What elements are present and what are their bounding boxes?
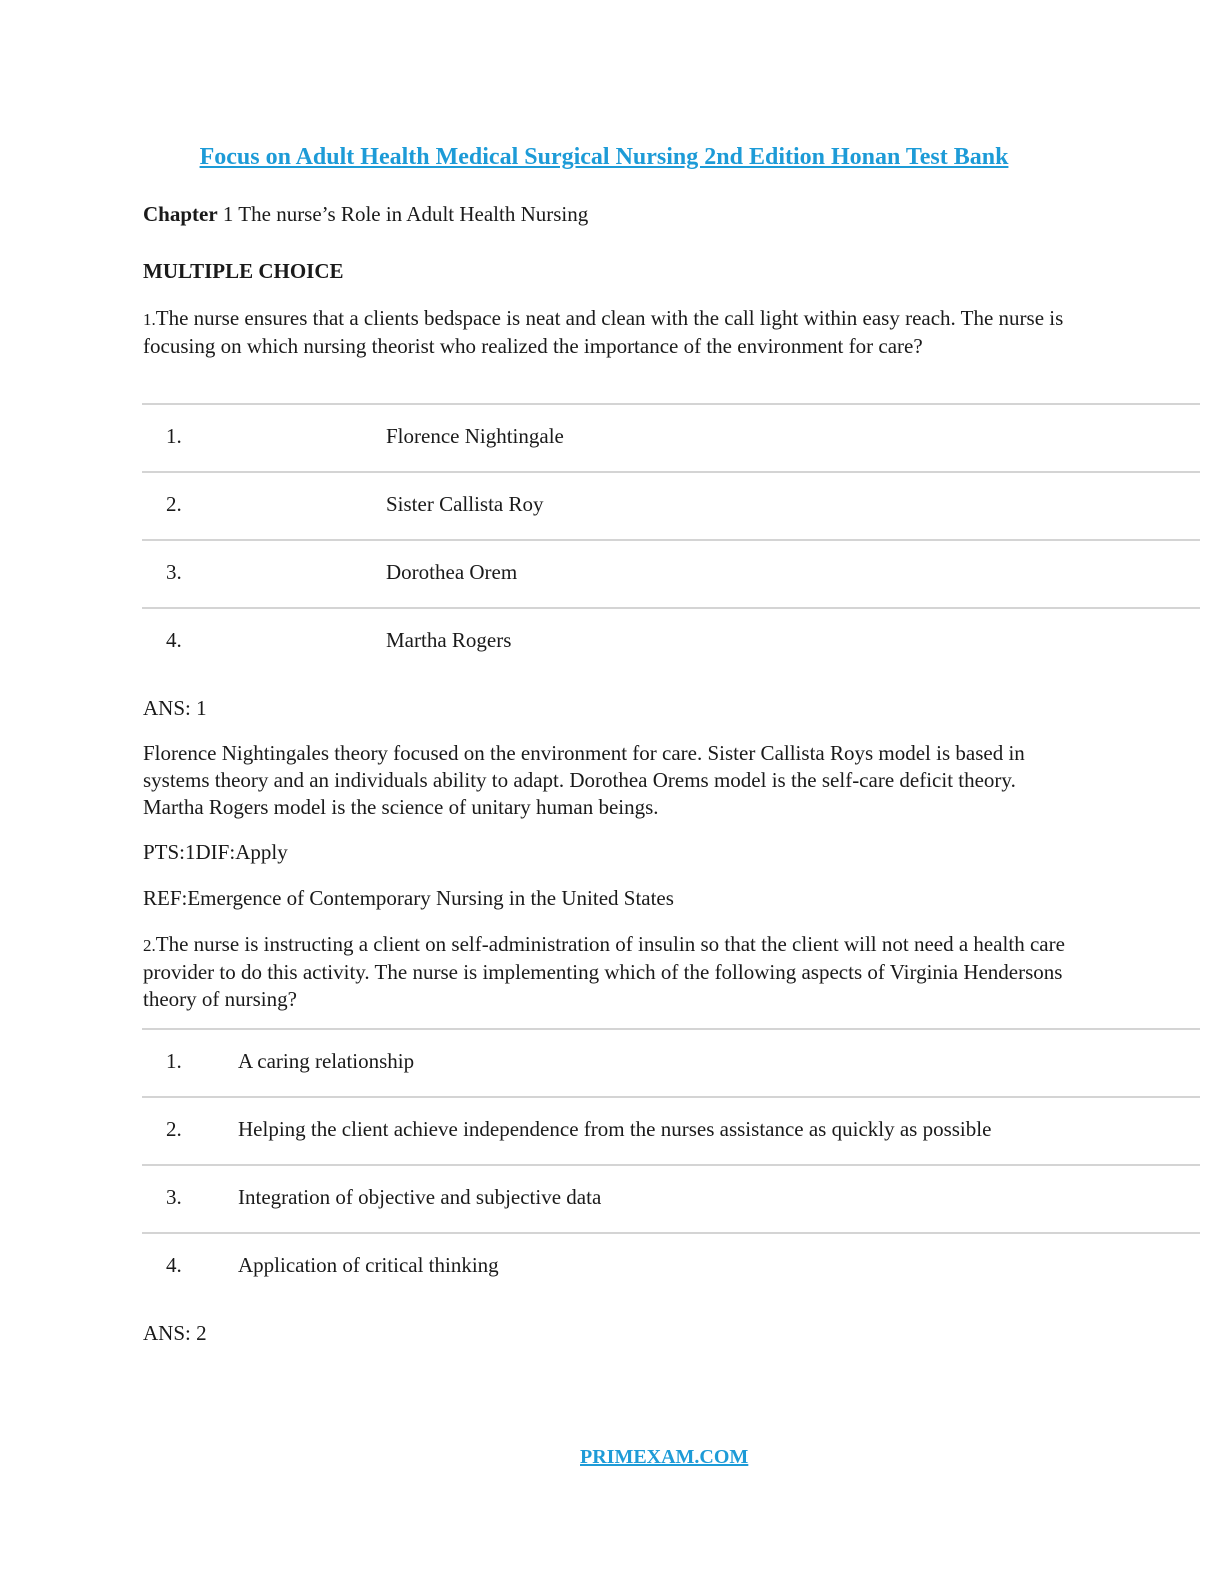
option-number: 3. bbox=[166, 1185, 182, 1209]
footer-link[interactable]: PRIMEXAM.COM bbox=[580, 1446, 749, 1468]
option-text: Application of critical thinking bbox=[238, 1253, 499, 1277]
option-row[interactable] bbox=[142, 1096, 1200, 1164]
question-1-rationale: Florence Nightingales theory focused on the environment for care. Sister Callista Roys model is based in systems theory and an individuals ability to adapt. Dorothea Orems model is the self-care deficit theory. Martha Rogers model is the science of unitary human beings. bbox=[143, 741, 1025, 819]
option-number: 2. bbox=[166, 1117, 182, 1141]
question-1-stem: The nurse ensures that a clients bedspace is neat and clean with the call light within easy reach. The nurse is focusing on which nursing theorist who realized the importance of the environment for care? bbox=[143, 306, 1064, 358]
option-row[interactable] bbox=[142, 1232, 1200, 1300]
option-number: 1. bbox=[166, 424, 182, 448]
question-2-stem: The nurse is instructing a client on self-administration of insulin so that the client will not need a health care provider to do this activity. The nurse is implementing which of the following aspects of Virginia Hendersons theory of nursing? bbox=[143, 932, 1065, 1011]
option-text: Martha Rogers bbox=[386, 628, 512, 652]
question-1-text bbox=[143, 305, 1073, 360]
question-2-options bbox=[142, 1028, 1200, 1300]
option-text: Integration of objective and subjective data bbox=[238, 1185, 602, 1209]
option-row[interactable] bbox=[142, 1164, 1200, 1232]
option-text: Helping the client achieve independence from the nurses assistance as quickly as possible bbox=[238, 1117, 992, 1141]
document-title[interactable]: Focus on Adult Health Medical Surgical Nursing 2nd Edition Honan Test Bank bbox=[199, 144, 1009, 170]
option-number: 2. bbox=[166, 492, 182, 516]
option-number: 3. bbox=[166, 560, 182, 584]
question-2-text bbox=[143, 931, 1073, 1013]
option-text: Florence Nightingale bbox=[386, 424, 564, 448]
option-row[interactable] bbox=[142, 1028, 1200, 1096]
option-number: 4. bbox=[166, 1253, 182, 1277]
option-row[interactable] bbox=[142, 471, 1200, 539]
option-number: 4. bbox=[166, 628, 182, 652]
question-1-answer: ANS: 1 bbox=[143, 696, 207, 720]
question-1-reference: REF:Emergence of Contemporary Nursing in the United States bbox=[143, 886, 674, 910]
chapter-text: 1 The nurse’s Role in Adult Health Nursing bbox=[222, 202, 589, 226]
option-number: 1. bbox=[166, 1049, 182, 1073]
chapter-heading bbox=[143, 201, 588, 228]
question-1-options bbox=[142, 403, 1200, 675]
section-heading: MULTIPLE CHOICE bbox=[143, 259, 344, 283]
question-1-points-difficulty: PTS:1DIF:Apply bbox=[143, 840, 288, 864]
option-row[interactable] bbox=[142, 539, 1200, 607]
chapter-label: Chapter bbox=[143, 202, 218, 226]
option-text: Dorothea Orem bbox=[386, 560, 518, 584]
option-row[interactable] bbox=[142, 403, 1200, 471]
question-2-number: 2. bbox=[143, 936, 156, 955]
option-text: Sister Callista Roy bbox=[386, 492, 544, 516]
option-row[interactable] bbox=[142, 607, 1200, 675]
question-1-number: 1. bbox=[143, 310, 156, 329]
option-text: A caring relationship bbox=[238, 1049, 415, 1073]
question-2-answer: ANS: 2 bbox=[143, 1321, 207, 1345]
